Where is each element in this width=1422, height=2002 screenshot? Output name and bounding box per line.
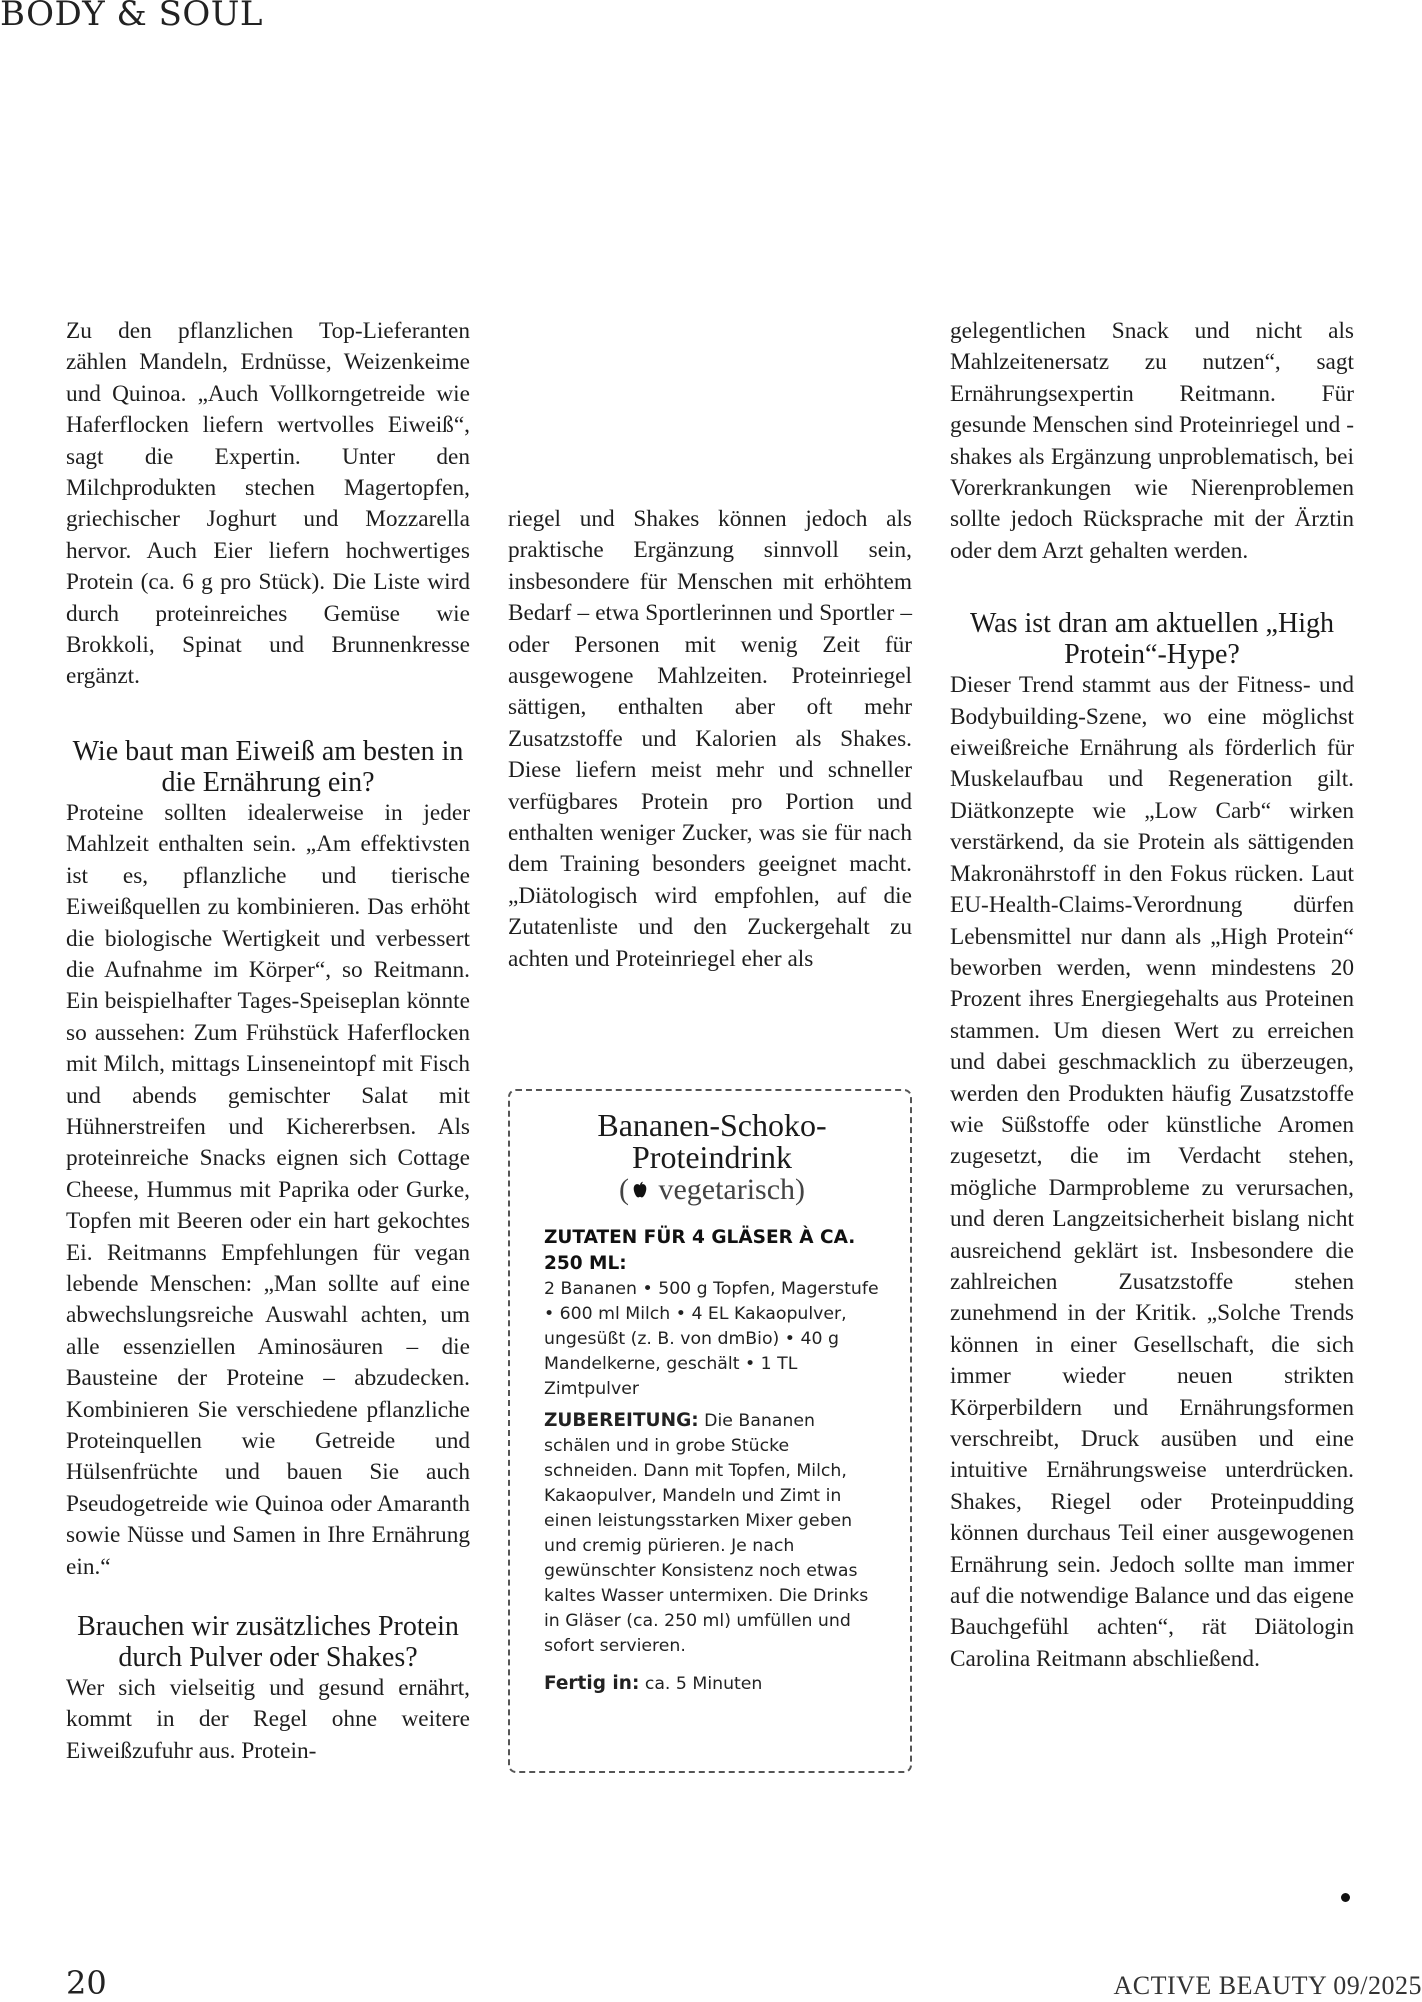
publication-footer: ACTIVE BEAUTY 09/2025	[1113, 1971, 1422, 2000]
article-column-2	[508, 504, 912, 975]
column3-paragraph-1: gelegentlichen Snack und nicht als Mahlzeitenersatz zu nutzen“, sagt Ernährungsexpertin Reitmann. Für gesunde Menschen sind Proteinriegel und -shakes als Ergänzung unproblematisch, bei Vorerkrankungen wie Nierenproblemen sollte jedoch Rücksprache mit der Ärztin oder dem Arzt gehalten werden.	[950, 318, 1354, 564]
recipe-title: Bananen-Schoko-Proteindrink	[597, 1107, 827, 1175]
heading-eiweiss-ernaehrung: Wie baut man Eiweiß am besten in die Ernährung ein?	[72, 735, 464, 798]
preparation-label: ZUBEREITUNG:	[544, 1410, 699, 1431]
column1-paragraph-3: Wer sich vielseitig und gesund ernährt, kommt in der Regel ohne weitere Eiweißzufuhr aus. Protein-	[66, 1675, 470, 1764]
article-column-3	[950, 316, 1354, 1675]
column2-paragraph-1: riegel und Shakes können jedoch als praktische Ergänzung sinnvoll sein, insbesondere für Menschen mit erhöhtem Bedarf – etwa Sportlerinnen und Sportler – oder Personen mit wenig Zeit für ausgewogene Mahlzeiten. Proteinriegel sättigen, enthalten aber oft mehr Zusatzstoffe und Kalorien als Shakes. Diese liefern meist mehr und schneller verfügbares Protein pro Portion und enthalten weniger Zucker, was sie für nach dem Training besonders geeignet macht. „Diätologisch wird empfohlen, auf die Zutatenliste und den Zuckergehalt zu achten und Proteinriegel eher als	[508, 506, 912, 972]
end-of-article-bullet	[1341, 1893, 1350, 1902]
ready-label: Fertig in:	[544, 1673, 640, 1694]
ready-time	[544, 1671, 880, 1697]
recipe-diet-badge	[544, 1173, 880, 1207]
badge-open-paren: (	[618, 1173, 629, 1206]
preparation-text: Die Bananen schälen und in grobe Stücke schneiden. Dann mit Topfen, Milch, Kakaopulver, Mandeln und Zimt in einen leistungsstarken Mixer geben und cremig pürieren. Je nach gewünschter Konsistenz noch etwas kaltes Wasser untermixen. Die Drinks in Gläser (ca. 250 ml) umfüllen und sofort servieren.	[544, 1411, 869, 1656]
heading-high-protein-hype: Was ist dran am aktuellen „High Protein“-Hype?	[970, 608, 1334, 671]
heading-zusaetzliches-protein: Brauchen wir zusätzliches Protein durch Pulver oder Shakes?	[77, 1611, 459, 1674]
recipe-diet-label: vegetarisch	[658, 1173, 796, 1206]
preparation	[544, 1408, 880, 1659]
column1-paragraph-1: Zu den pflanzlichen Top-Lieferanten zählen Mandeln, Erdnüsse, Weizenkeime und Quinoa. „Auch Vollkorngetreide wie Haferflocken liefern wertvolles Eiweiß“, sagt die Expertin. Unter den Milchprodukten stechen Magertopfen, griechischer Joghurt und Mozzarella hervor. Auch Eier liefern hochwertiges Protein (ca. 6 g pro Stück). Die Liste wird durch proteinreiches Gemüse wie Brokkoli, Spinat und Brunnenkresse ergänzt.	[66, 318, 470, 690]
ready-value: ca. 5 Minuten	[644, 1674, 763, 1694]
recipe-box	[508, 1089, 912, 1773]
running-head: BODY & SOUL	[0, 0, 263, 34]
article-column-1	[66, 316, 470, 1767]
ingredients-heading: ZUTATEN FÜR 4 GLÄSER À CA. 250 ML:	[544, 1227, 856, 1274]
ingredients-list: 2 Bananen • 500 g Topfen, Magerstufe • 600 ml Milch • 4 EL Kakaopulver, ungesüßt (z. B. von dmBio) • 40 g Mandelkerne, geschält • 1 TL Zimtpulver	[544, 1279, 879, 1399]
page-number: 20	[66, 1964, 107, 2002]
column3-paragraph-2: Dieser Trend stammt aus der Fitness- und Bodybuilding-Szene, wo eine möglichst eiweißreiche Ernährung als förderlich für Muskelaufbau und Regeneration gilt. Diätkonzepte wie „Low Carb“ wirken verstärkend, da sie Protein als sättigenden Makronährstoff in den Fokus rücken. Laut EU-Health-Claims-Verordnung dürfen Lebensmittel nur dann als „High Protein“ beworben werden, wenn mindestens 20 Prozent ihres Energiegehalts aus Proteinen stammen. Um diesen Wert zu erreichen und dabei geschmacklich zu überzeugen, werden den Produkten häufig Zusatzstoffe wie Süßstoffe oder künstliche Aromen zugesetzt, die im Verdacht stehen, mögliche Darmprobleme zu verursachen, und deren Langzeitsicherheit bislang nicht ausreichend geklärt ist. Insbesondere die zahlreichen Zusatzstoffe stehen zunehmend in der Kritik. „Solche Trends können in einer Gesellschaft, die sich immer wieder neuen strikten Körperbildern und Ernährungsformen verschreibt, Druck ausüben und eine intuitive Ernährungsweise unterdrücken. Shakes, Riegel oder Proteinpudding können durchaus Teil einer ausgewogenen Ernährung sein. Jedoch sollte man immer auf die notwendige Balance und das eigene Bauchgefühl achten“, rät Diätologin Carolina Reitmann abschließend.	[950, 672, 1354, 1672]
badge-close-paren: )	[795, 1173, 806, 1206]
apple-icon	[629, 1179, 651, 1201]
column1-paragraph-2: Proteine sollten idealerweise in jeder Mahlzeit enthalten sein. „Am effektivsten ist es, pflanzliche und tierische Eiweißquellen zu kombinieren. Das erhöht die biologische Wertigkeit und verbessert die Aufnahme im Körper“, so Reitmann. Ein beispielhafter Tages-Speiseplan könnte so aussehen: Zum Frühstück Haferflocken mit Milch, mittags Linseneintopf mit Fisch und abends gemischter Salat mit Hühnerstreifen und Kichererbsen. Als proteinreiche Snacks eignen sich Cottage Cheese, Hummus mit Paprika oder Gurke, Topfen mit Beeren oder ein hart gekochtes Ei. Reitmanns Empfehlungen für vegan lebende Menschen: „Man sollte auf eine abwechslungsreiche Auswahl achten, um alle essenziellen Aminosäuren – die Bausteine der Proteine – abzudecken. Kombinieren Sie verschiedene pflanzliche Proteinquellen wie Getreide und Hülsenfrüchte und bauen Sie auch Pseudogetreide wie Quinoa oder Amaranth sowie Nüsse und Samen in Ihre Ernährung ein.“	[66, 799, 470, 1580]
